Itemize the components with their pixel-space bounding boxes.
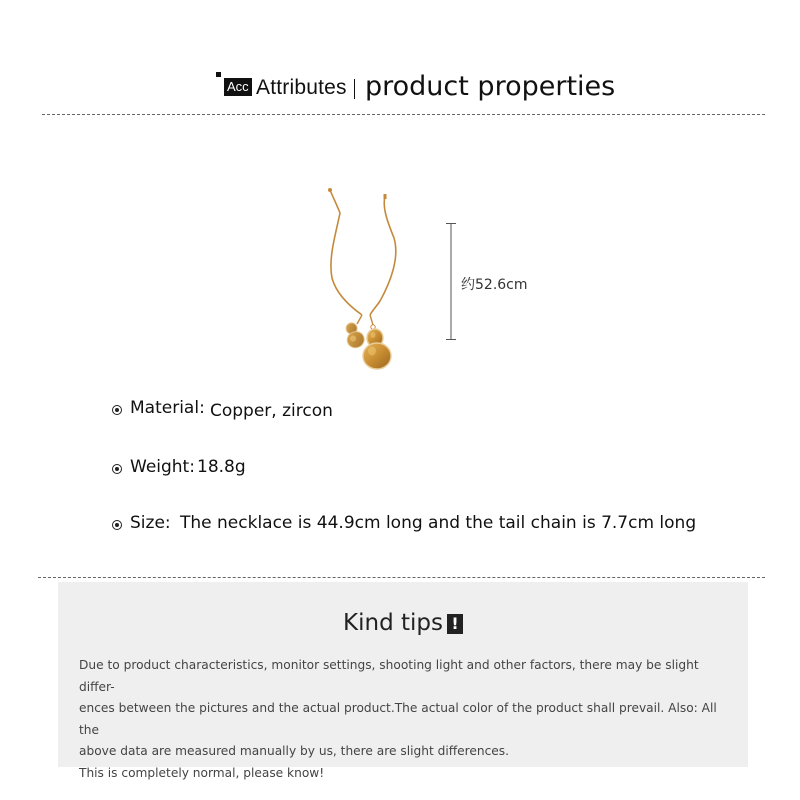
dashed-divider-top	[42, 114, 765, 115]
tips-line: above data are measured manually by us, there are slight differences.	[79, 744, 510, 758]
weight-value: 18.8g	[197, 457, 246, 477]
section-header	[0, 70, 800, 110]
tips-title: Kind tips	[343, 610, 443, 636]
header-separator	[354, 79, 355, 99]
tips-body	[79, 655, 735, 784]
tips-line: Due to product characteristics, monitor settings, shooting light and other factors, there may be slight differ-	[79, 658, 699, 694]
size-value: The necklace is 44.9cm long and the tail chain is 7.7cm long	[180, 513, 697, 533]
tips-line: This is completely normal, please know!	[79, 765, 325, 780]
material-value: Copper, zircon	[210, 401, 333, 421]
bullet-circle-icon	[112, 405, 122, 415]
exclamation-icon: !	[447, 614, 463, 634]
weight-label: Weight:	[130, 457, 195, 477]
bullet-circle-icon	[112, 464, 122, 474]
header-attributes-label: Attributes	[256, 76, 347, 99]
kind-tips-panel	[58, 582, 748, 780]
dashed-divider-middle	[38, 577, 765, 578]
dimension-line	[446, 223, 456, 340]
bullet-circle-icon	[112, 520, 122, 530]
page-title: product properties	[365, 71, 616, 102]
tips-heading	[58, 610, 748, 636]
header-badge: Acc	[224, 78, 252, 96]
tips-line: ences between the pictures and the actual product.The actual color of the product shall prevail. Also: All the	[79, 701, 717, 737]
necklace-image	[310, 183, 420, 378]
square-dot-icon	[216, 72, 221, 77]
size-label: Size:	[130, 513, 171, 533]
dimension-label: 约52.6cm	[461, 277, 528, 293]
material-label: Material:	[130, 398, 205, 418]
